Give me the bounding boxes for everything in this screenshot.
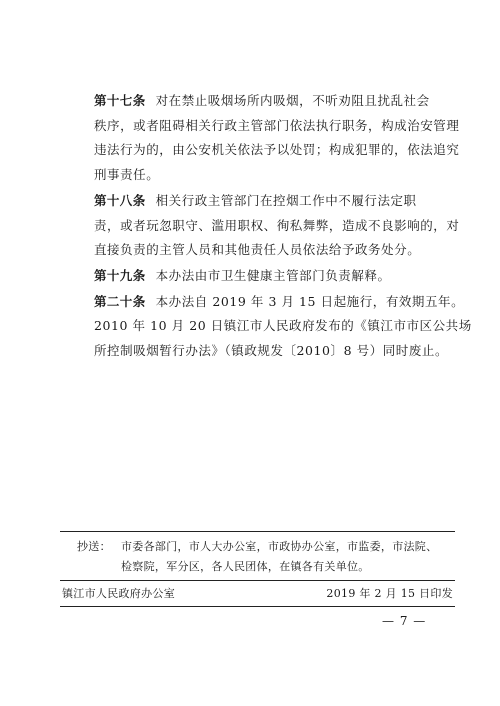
article-text: 本办法由市卫生健康主管部门负责解释。 — [155, 267, 391, 283]
cc-recipients-line2: 检察院，军分区，各人民团体，在镇各有关单位。 — [121, 560, 370, 573]
article-text-line: 秩序，或者阻碍相关行政主管部门依法执行职务，构成治安管理 — [94, 117, 460, 133]
article-number: 第十九条 — [94, 267, 146, 283]
cc-label: 抄送： — [77, 540, 111, 553]
article-text: 相关行政主管部门在控烟工作中不履行法定职 — [155, 192, 417, 208]
article-text-line: 责，或者玩忽职守、滥用职权、徇私舞弊，造成不良影响的，对 — [94, 217, 460, 233]
article-text: 对在禁止吸烟场所内吸烟，不听劝阻且扰乱社会 — [155, 93, 430, 108]
article-text-line: 所控制吸烟暂行办法》（镇政规发〔2010〕8 号）同时废止。 — [94, 343, 448, 359]
footer-bottom-rule — [60, 606, 455, 607]
document-body — [94, 89, 472, 365]
article-number: 第二十条 — [94, 293, 146, 309]
issue-date: 2019 年 2 月 15 日印发 — [326, 587, 453, 600]
issuer-name: 镇江市人民政府办公室 — [62, 587, 175, 600]
page-number: — 7 — — [382, 614, 427, 628]
article-19 — [94, 264, 436, 289]
article-text: 本办法自 2019 年 3 月 15 日起施行，有效期五年。 — [155, 293, 465, 309]
article-text-line: 2010 年 10 月 20 日镇江市人民政府发布的《镇江市市区公共场 — [94, 318, 472, 334]
article-18 — [94, 189, 460, 263]
document-footer — [60, 531, 455, 607]
article-text-line: 刑事责任。 — [94, 167, 160, 183]
article-17 — [94, 89, 460, 188]
article-text-line: 违法行为的，由公安机关依法予以处罚；构成犯罪的，依法追究 — [94, 142, 460, 158]
cc-recipients-line1: 市委各部门，市人大办公室，市政协办公室，市监委，市法院、 — [121, 540, 438, 553]
article-number: 第十七条 — [94, 93, 146, 108]
issuer-row — [60, 581, 455, 606]
article-20 — [94, 290, 472, 364]
article-text-line: 直接负责的主管人员和其他责任人员依法给予政务处分。 — [94, 242, 421, 258]
cc-list — [60, 532, 455, 580]
article-number: 第十八条 — [94, 192, 146, 208]
